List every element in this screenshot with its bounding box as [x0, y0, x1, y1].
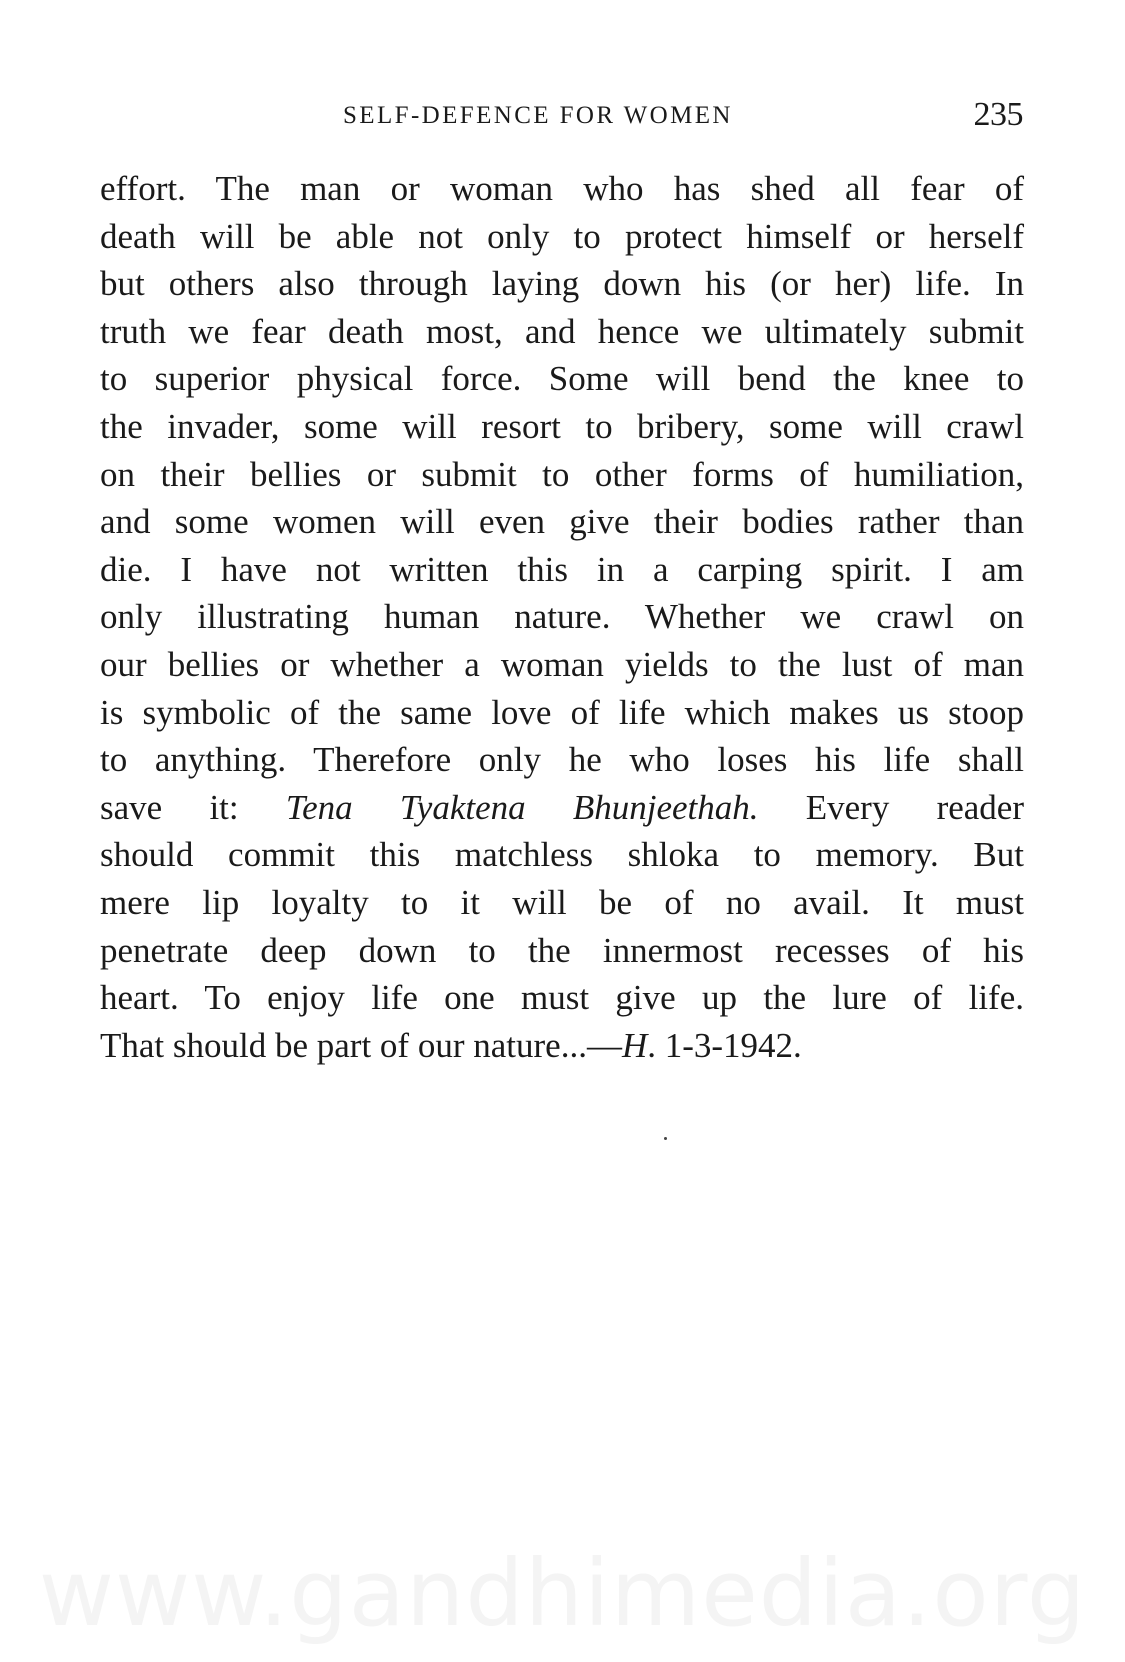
text-line-citation [100, 1022, 1024, 1070]
text-fragment: save it: [100, 787, 239, 827]
text-line: our bellies or whether a woman yields to the lust of man [100, 644, 1024, 684]
text-line: but others also through laying down his (or her) life. In [100, 264, 1024, 304]
text-line: penetrate deep down to the innermost recesses of his [100, 930, 1024, 970]
text-line: truth we fear death most, and hence we ultimately submit [100, 311, 1024, 351]
text-line: effort. The man or woman who has shed all fear of [100, 169, 1024, 208]
text-line: should commit this matchless shloka to memory. But [100, 835, 1024, 875]
text-line-shloka [100, 784, 1024, 832]
page-number: 235 [973, 96, 1023, 133]
text-line: heart. To enjoy life one must give up the lure of life. [100, 978, 1024, 1018]
text-line: on their bellies or submit to other forms of humiliation, [100, 454, 1024, 494]
shloka-italic: Tena Tyaktena Bhunjeethah. [285, 787, 759, 827]
text-line: to superior physical force. Some will bend the knee to [100, 359, 1024, 399]
text-line: to anything. Therefore only he who loses his life shall [100, 740, 1024, 780]
text-fragment: Every reader [805, 787, 1024, 827]
text-line: die. I have not written this in a carping spirit. I am [100, 549, 1024, 589]
body-text [100, 165, 1024, 1069]
text-fragment: That should be part of our nature...— [100, 1025, 622, 1065]
print-speck [664, 1137, 667, 1140]
text-line: mere lip loyalty to it will be of no avail. It must [100, 882, 1024, 922]
watermark: www.gandhimedia.org [38, 1540, 1087, 1647]
text-line: only illustrating human nature. Whether we crawl on [100, 597, 1024, 637]
text-line: the invader, some will resort to bribery, some will crawl [100, 406, 1024, 446]
text-line: and some women will even give their bodies rather than [100, 502, 1024, 542]
running-header [0, 96, 1125, 136]
text-line: is symbolic of the same love of life which makes us stoop [100, 692, 1024, 732]
citation-date: . 1-3-1942. [647, 1025, 802, 1065]
source-abbreviation: H [621, 1025, 648, 1065]
text-line: death will be able not only to protect himself or herself [100, 216, 1024, 256]
running-title: SELF-DEFENCE FOR WOMEN [343, 102, 733, 129]
